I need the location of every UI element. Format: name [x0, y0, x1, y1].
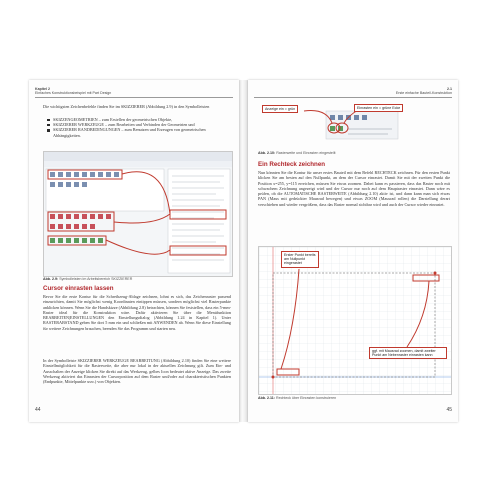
- figure-caption-label: Abb. 2.10:: [258, 151, 276, 155]
- figure-caption: [43, 277, 231, 281]
- callout-first-point: Erster Punkt bereits am Nullpunkt eingerastet: [281, 251, 319, 268]
- toolbar-screenshot: [43, 151, 233, 277]
- grid-settings-figure: [258, 102, 448, 148]
- bullet-item: SKIZZENGEOMETRIEN – zum Erstellen der geometrischen Objekte,: [47, 117, 231, 122]
- figure-caption-text: Rechteck über Einrasten konstruieren: [275, 396, 337, 400]
- figure-caption-text: Symbolleisten im Arbeitsbereich SKIZZIERER: [59, 277, 133, 281]
- section-heading: Cursor einrasten lassen: [43, 285, 114, 292]
- rectangle-grid-figure: [258, 246, 452, 395]
- callout-snap-on: Einrasten ein = grüne Ecke: [354, 104, 403, 112]
- bullet-item: SKIZZIERER RANDBEDINGUNGEN – zum Benutzen und Erzeugen von geometrischen Abhängigkeiten.: [47, 127, 231, 137]
- header-chapter: Kapitel 2: [35, 87, 50, 91]
- callout-display-on: Anzeige ein = grün: [262, 105, 298, 113]
- header-rule: [35, 97, 233, 98]
- book-gutter: [239, 80, 248, 422]
- header-rule: [254, 97, 452, 98]
- rectangle-grid-drawing: [259, 247, 451, 394]
- bullet-list: [47, 117, 231, 138]
- header-title: Erste einfache Bauteil-Konstruktion: [395, 91, 452, 96]
- callout-zoom-hint: ggf. mit Mausrad zoomen, damit zweiter Punkt am Nebenraster einrasten kann: [369, 347, 447, 359]
- section-heading: Ein Rechteck zeichnen: [258, 161, 326, 168]
- intro-paragraph: Die wichtigsten Zeichenbefehle finden Sie im SKIZZIERER (Abbildung 2.9) in den Symbolleisten: [43, 104, 210, 109]
- bullet-item: SKIZZIERER WERKZEUGE – zum Bearbeiten und Verbinden der Geometrien und: [47, 122, 231, 127]
- body-paragraph: Nun könnten Sie die Kontur für unser erstes Bauteil mit dem Befehl RECHTECK zeichnen. Für den ersten Punkt klicken Sie am besten auf den Nullpunkt, an dem der Cursor einrastet. Damit Sie mit der zweiten Punkt die Position x=255, y=115 erreichen, müssen Sie etwas zoomen. Dabei kann es passieren, dass das Raster noch mit schwachem Zeichnung angezeigt wird und der Cursor nur noch auf dem Hauptraster einrastet. Dann wäre es prüfen, ob die AUTOMATISCHE RASTERWEITE (Abbildung 2.10) aktiv ist, und dann kann man sich etwas PAN (Maus mit gedrückter Mausrad bewegen) und etwas ZOOM (Mausrad rollen) die Darstellung derart verschieben und wieder vergrößern, dass das Raster normal sichtbar wird und auch der Cursor wieder einrastet.: [258, 170, 450, 207]
- page-number: 44: [35, 407, 41, 413]
- right-page: [248, 80, 458, 422]
- body-paragraph: In der Symbolleiste SKIZZIERER WERKZEUGE BEARBEITUNG (Abbildung 2.10) finden Sie eine weitere Einstellmöglichkeit für die Rasterweite, die aber nur lokal in der aktuellen Zeichnung gilt. Zum Ein- und Ausschalten der Anzeige klicken Sie direkt auf das Werkzeug, gelbes Icon bedeutet aktive Anzeige. Das zweite Werkzeug aktiviert das Einrasten der Cursorposition auf dem Raster und/oder auf charakteristischen Punkten (Endpunkte, Mittelpunkte usw.) von Objekten.: [43, 358, 231, 385]
- figure-caption-label: Abb. 2.11:: [258, 396, 275, 400]
- toolbar-screenshot-drawing: [44, 152, 232, 276]
- running-header-left: [35, 87, 111, 95]
- left-page: [29, 80, 239, 422]
- header-chapter: 2.1: [447, 87, 452, 91]
- figure-caption-label: Abb. 2.9:: [43, 277, 59, 281]
- figure-caption: [258, 396, 448, 400]
- header-title: Einfaches Konstruktionsbeispiel mit Part Design: [35, 91, 112, 96]
- figure-caption: [258, 151, 448, 155]
- figure-caption-text: Rasterweite und Einrasten eingestellt: [276, 151, 336, 155]
- running-header-right: [396, 87, 452, 95]
- page-number: 45: [446, 407, 452, 413]
- body-paragraph: Bevor Sie die erste Kontur für die Schreibzeug-Ablage zeichnen, lohnt es sich, das Zeichenraster passend einzurichten, damit Sie möglichst wenig Koordinaten eintippen müssen, sondern möglichst viel Rasterpunkte anklicken können. Wenn Sie die Handskizze (Abbildung 2.8) betrachten, können Sie feststellen, dass ein 5-mm-Raster ideal für die Konstruktion wäre. Dafür aktivieren Sie über die Menüfunktion BEARBEITEN|EINSTELLUNGEN den Einstellungsdialog (Abbildung 1.24 in Kapitel 1). Unter RASTERABSTAND geben Sie dort 5 mm ein und schließen mit ANWENDEN ab. Wenn Sie diese Einstellung für weitere Zeichnungen brauchen, beenden Sie das Programm und starten neu.: [43, 294, 231, 331]
